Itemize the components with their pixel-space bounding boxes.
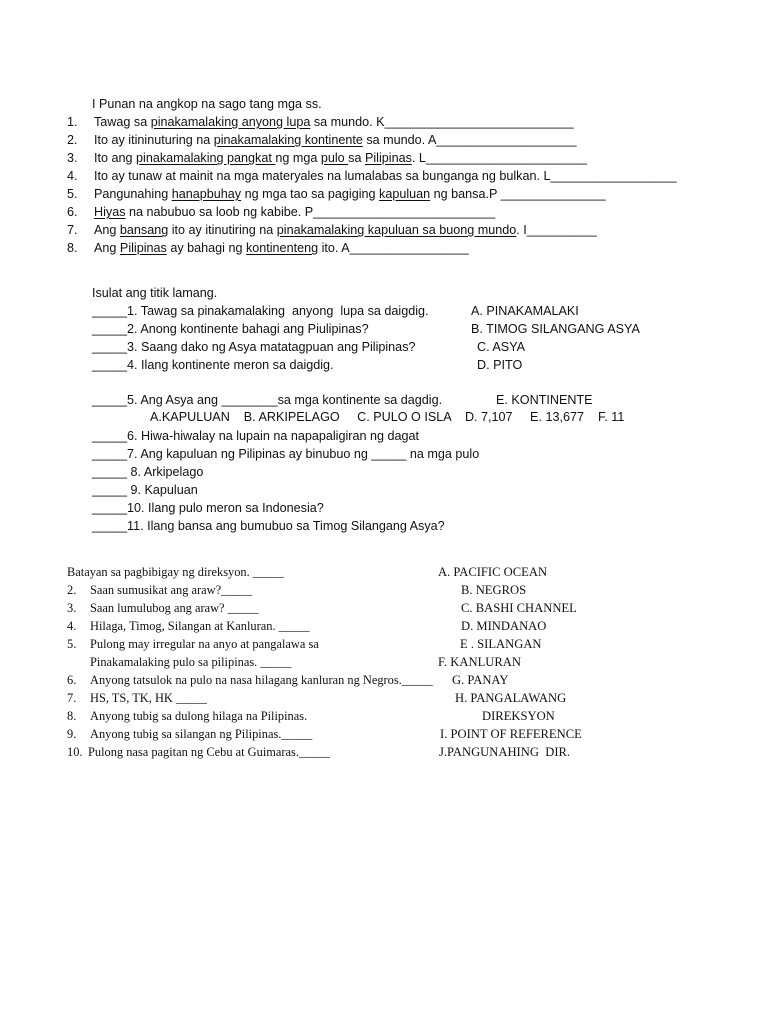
item-text: Ito ang (94, 151, 137, 165)
part2-item-8: _____ 8. Arkipelago (92, 465, 204, 479)
part2-choice-c: C. ASYA (477, 340, 526, 354)
part3-item-number: 7. (67, 691, 77, 705)
item-text: Ang (94, 223, 120, 237)
underlined-term: pinakamalaking kontinente (213, 133, 363, 147)
item-text: Ito ay tunaw at mainit na mga materyales na lumalabas sa bunganga ng bulkan. L__________________ (94, 169, 677, 183)
part3-item-number: 8. (67, 709, 77, 723)
part2-choice-e: E. KONTINENTE (496, 393, 593, 407)
item-text: Ang (94, 241, 120, 255)
underlined-term: Pilipinas (119, 241, 167, 255)
part1-item-1 (94, 114, 574, 130)
part2-item-5: _____5. Ang Asya ang ________sa mga kontinente sa dagdig. (92, 393, 443, 407)
item-text: ay bahagi ng (166, 241, 246, 255)
part1-item-number: 4. (67, 169, 78, 183)
part3-choice: G. PANAY (452, 673, 509, 687)
underlined-term: hanapbuhay (171, 187, 242, 201)
underlined-term: kapuluan (379, 187, 431, 201)
part1-item-8 (94, 240, 469, 256)
part2-choice-b: B. TIMOG SILANGANG ASYA (471, 322, 640, 336)
part3-choice: A. PACIFIC OCEAN (438, 565, 548, 579)
part3-item-9: Anyong tubig sa dulong hilaga na Pilipinas. (90, 709, 308, 723)
part1-item-number: 6. (67, 205, 78, 219)
item-text: . I__________ (516, 223, 597, 237)
part3-item-number: 6. (67, 673, 77, 687)
part3-choice: DIREKSYON (482, 709, 555, 723)
item-text: ng mga (275, 151, 321, 165)
part1-item-2 (94, 132, 576, 148)
part3-item-3: Saan lumulubog ang araw? _____ (90, 601, 259, 615)
item-text: Pangunahing (94, 187, 172, 201)
item-text: ito. A_________________ (318, 241, 469, 255)
item-text: Tawag sa (94, 115, 151, 129)
part2-item-2: _____2. Anong kontinente bahagi ang Piulipinas? (92, 322, 369, 336)
part3-choice: H. PANGALAWANG (455, 691, 567, 705)
item-text: ng mga tao sa pagiging (241, 187, 380, 201)
part2-choice-a: A. PINAKAMALAKI (471, 304, 579, 318)
item-text: sa mundo. A____________________ (362, 133, 577, 147)
part1-item-number: 2. (67, 133, 78, 147)
underlined-term: pulo (320, 151, 349, 165)
part3-item-number: 3. (67, 601, 77, 615)
part2-heading: Isulat ang titik lamang. (92, 286, 218, 300)
part1-item-5 (94, 186, 606, 202)
part3-item-number: 5. (67, 637, 77, 651)
part3-choice: E . SILANGAN (460, 637, 542, 651)
item-text: . L_______________________ (411, 151, 587, 165)
part3-item-number: 10. (67, 745, 83, 759)
part1-item-number: 1. (67, 115, 78, 129)
part3-choice: D. MINDANAO (461, 619, 547, 633)
part2-item-6: _____6. Hiwa-hiwalay na lupain na napapaligiran ng dagat (92, 429, 419, 443)
part1-item-number: 7. (67, 223, 78, 237)
part1-item-4 (94, 168, 677, 184)
part3-item-4: Hilaga, Timog, Silangan at Kanluran. _____ (90, 619, 310, 633)
part3-item-number: 4. (67, 619, 77, 633)
part3-choice: J.PANGUNAHING DIR. (439, 745, 571, 759)
underlined-term: Pilipinas (364, 151, 412, 165)
part1-item-number: 5. (67, 187, 78, 201)
underlined-term: kontinenteng (245, 241, 319, 255)
part3-choice: C. BASHI CHANNEL (461, 601, 577, 615)
underlined-term: Hiyas (94, 205, 126, 219)
item-text: ng bansa.P _______________ (430, 187, 606, 201)
part2-choice-d: D. PITO (477, 358, 523, 372)
part2-item-3: _____3. Saang dako ng Asya matatagpuan ang Pilipinas? (92, 340, 416, 354)
part2-item-11: _____11. Ilang bansa ang bumubuo sa Timog Silangang Asya? (92, 519, 445, 533)
item-text: sa (348, 151, 365, 165)
part1-item-3 (94, 150, 587, 166)
item-text: Ito ay itininuturing na (94, 133, 214, 147)
part1-item-6 (94, 204, 495, 220)
part2-options-row: A.KAPULUAN B. ARKIPELAGO C. PULO O ISLA D. 7,107 E. 13,677 F. 11 (150, 410, 625, 424)
part3-item-2: Saan sumusikat ang araw?_____ (90, 583, 253, 597)
item-text: na nabubuo sa loob ng kabibe. P__________________________ (125, 205, 496, 219)
part3-item-5: Pulong may irregular na anyo at pangalawa sa (90, 637, 319, 651)
underlined-term: pinakamalaking anyong lupa (150, 115, 311, 129)
part2-item-10: _____10. Ilang pulo meron sa Indonesia? (92, 501, 324, 515)
part1-heading: I Punan na angkop na sago tang mga ss. (92, 97, 322, 111)
part2-item-7: _____7. Ang kapuluan ng Pilipinas ay binubuo ng _____ na mga pulo (92, 447, 480, 461)
part3-choice: F. KANLURAN (438, 655, 521, 669)
part3-item-6: Pinakamalaking pulo sa pilipinas. _____ (90, 655, 292, 669)
item-text: ito ay itinutiring na (168, 223, 277, 237)
part3-item-number: 9. (67, 727, 77, 741)
underlined-term: bansang (119, 223, 169, 237)
part2-item-4: _____4. Ilang kontinente meron sa daigdig. (92, 358, 334, 372)
part1-item-number: 8. (67, 241, 78, 255)
part2-item-1: _____1. Tawag sa pinakamalaking anyong lupa sa daigdig. (92, 304, 429, 318)
part3-item-11: Pulong nasa pagitan ng Cebu at Guimaras._____ (88, 745, 330, 759)
part3-item-8: HS, TS, TK, HK _____ (90, 691, 207, 705)
part1-item-number: 3. (67, 151, 78, 165)
part3-choice: B. NEGROS (461, 583, 527, 597)
part1-item-7 (94, 222, 597, 238)
part3-item-7: Anyong tatsulok na pulo na nasa hilagang kanluran ng Negros._____ (90, 673, 433, 687)
part2-item-9: _____ 9. Kapuluan (92, 483, 198, 497)
part3-item-10: Anyong tubig sa silangan ng Pilipinas._____ (90, 727, 313, 741)
underlined-term: pinakamalaking kapuluan sa buong mundo (276, 223, 517, 237)
part3-item-1: Batayan sa pagbibigay ng direksyon. _____ (67, 565, 284, 579)
underlined-term: pinakamalaking pangkat (136, 151, 276, 165)
part3-choice: I. POINT OF REFERENCE (440, 727, 582, 741)
part3-item-number: 2. (67, 583, 77, 597)
item-text: sa mundo. K___________________________ (310, 115, 574, 129)
